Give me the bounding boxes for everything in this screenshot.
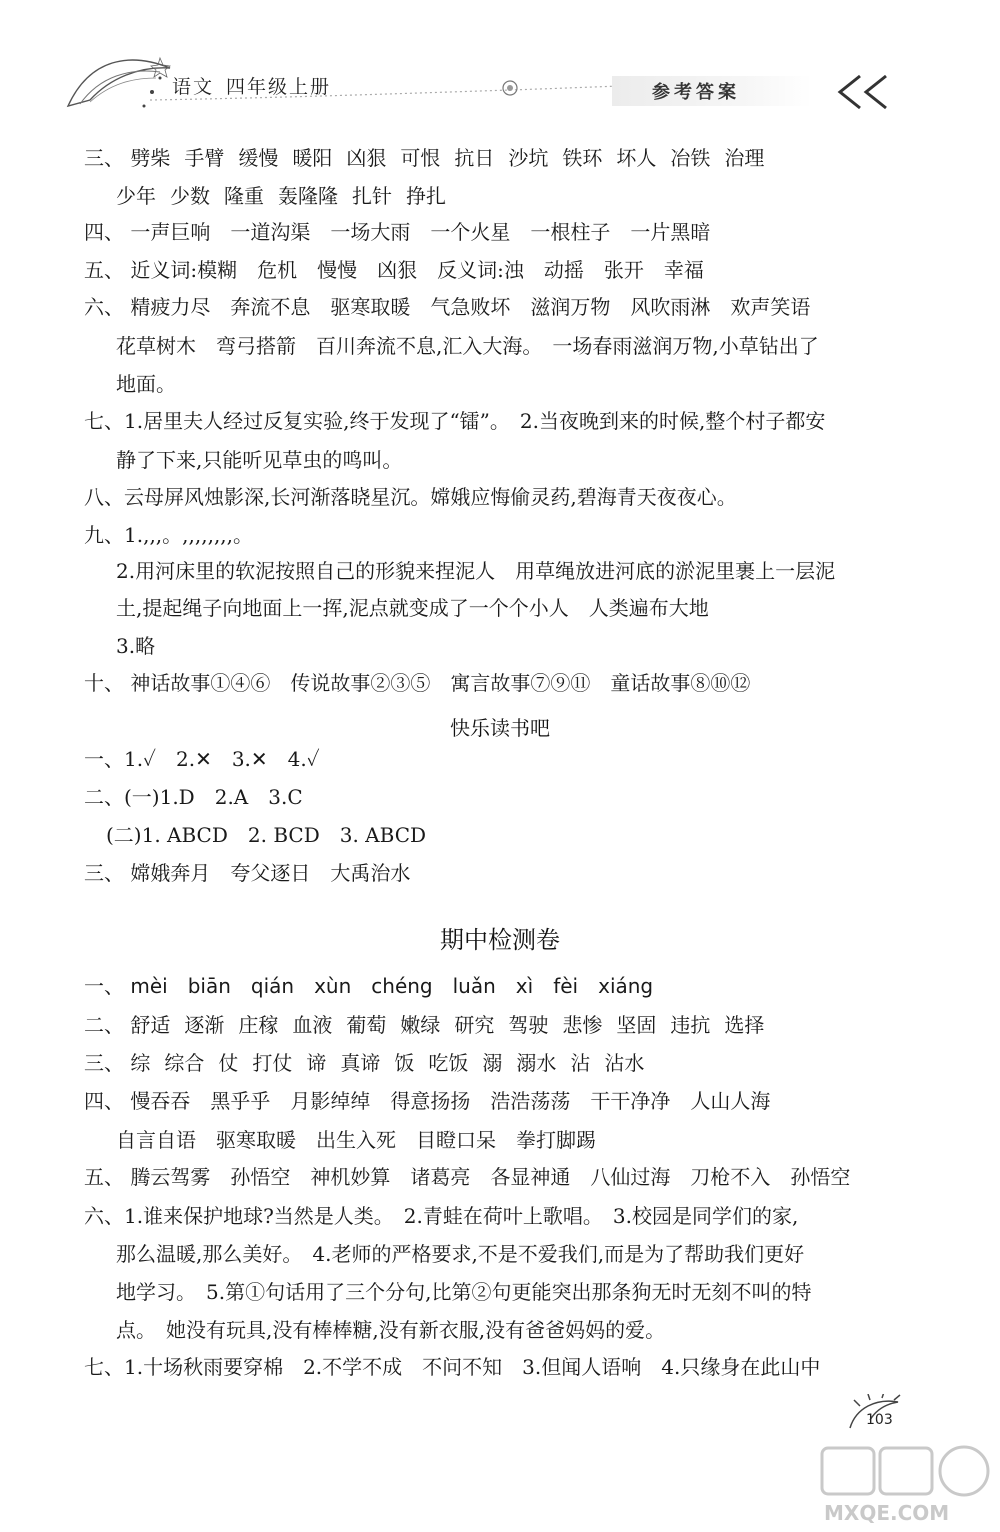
q9-line3: 土,提起绳子向地面上一挥,泥点就变成了一个个小人 人类遍布大地 (116, 596, 709, 620)
midterm-q6-line2: 那么温暖,那么美好。 4.老师的严格要求,不是不爱我们,而是为了帮助我们更好 (116, 1242, 805, 1266)
midterm-q1-line: 一、 mèi biān qián xùn chéng luǎn xì fèi xiáng (84, 974, 654, 998)
midterm-q4-line1: 四、 慢吞吞 黑乎乎 月影绰绰 得意扬扬 浩浩荡荡 干干净净 人山人海 (84, 1089, 771, 1113)
q6-line1: 六、 精疲力尽 奔流不息 驱寒取暖 气急败坏 滋润万物 风吹雨淋 欢声笑语 (84, 295, 811, 319)
midterm-q6-line1: 六、1.谁来保护地球?当然是人类。 2.青蛙在荷叶上歌唱。 3.校园是同学们的家, (84, 1204, 799, 1228)
q6-line2: 花草树木 弯弓搭箭 百川奔流不息,汇入大海。 一场春雨滋润万物,小草钻出了 (116, 334, 819, 358)
watermark-logo (818, 1440, 998, 1528)
q4-line: 四、 一声巨响 一道沟渠 一场大雨 一个火星 一根柱子 一片黑暗 (84, 220, 711, 244)
subject-label: 语文 (172, 76, 215, 98)
svg-text:MXQE.COM: MXQE.COM (824, 1501, 950, 1525)
header-section-band (612, 76, 812, 106)
midterm-q6-line3: 地学习。 5.第①句话用了三个分句,比第②句更能突出那条狗无时无刻不叫的特 (116, 1280, 812, 1304)
midterm-q6-line4: 点。 她没有玩具,没有棒棒糖,没有新衣服,没有爸爸妈妈的爱。 (116, 1318, 666, 1342)
q3-line2: 少年 少数 隆重 轰隆隆 扎针 挣扎 (116, 184, 446, 208)
reading-title: 快乐读书吧 (450, 716, 550, 740)
page-header (0, 0, 1000, 120)
q9-line4: 3.略 (116, 634, 156, 658)
q3-line1: 三、 劈柴 手臂 缓慢 暖阳 凶狠 可恨 抗日 沙坑 铁环 坏人 冶铁 治理 (84, 146, 765, 170)
section-label: 参考答案 (652, 82, 740, 103)
midterm-q4-line2: 自言自语 驱寒取暖 出生入死 目瞪口呆 拳打脚踢 (116, 1128, 596, 1152)
midterm-q7-line: 七、1.十场秋雨要穿棉 2.不学不成 不问不知 3.但闻人语响 4.只缘身在此山中 (84, 1355, 821, 1379)
q9-line1: 九、1.,,,。,,,,,,,,。 (84, 523, 254, 547)
reading-q2-line1: 二、(一)1.D 2.A 3.C (84, 785, 303, 809)
watermark-graphic (818, 1440, 998, 1528)
q5-line: 五、 近义词:模糊 危机 慢慢 凶狠 反义词:浊 动摇 张开 幸福 (84, 258, 704, 282)
midterm-title: 期中检测卷 (440, 926, 560, 954)
reading-q3-line: 三、 嫦娥奔月 夸父逐日 大禹治水 (84, 861, 411, 885)
midterm-q5-line: 五、 腾云驾雾 孙悟空 神机妙算 诸葛亮 各显神通 八仙过海 刀枪不入 孙悟空 (84, 1165, 851, 1189)
page-number: 103 (866, 1412, 893, 1428)
q6-line3: 地面。 (116, 372, 176, 396)
header-divider-ornament (150, 78, 670, 108)
q9-line2: 2.用河床里的软泥按照自己的形貌来捏泥人 用草绳放进河底的淤泥里裹上一层泥 (116, 559, 836, 583)
grade-label: 四年级上册 (226, 76, 332, 98)
q8-line: 八、云母屏风烛影深,长河渐落晓星沉。嫦娥应悔偷灵药,碧海青天夜夜心。 (84, 485, 737, 509)
q7-line1: 七、1.居里夫人经过反复实验,终于发现了“镭”。 2.当夜晚到来的时候,整个村子都安 (84, 409, 826, 433)
double-chevron-left-icon (834, 74, 894, 110)
midterm-q3-line: 三、 综 综合 仗 打仗 谛 真谛 饭 吃饭 溺 溺水 沾 沾水 (84, 1051, 645, 1075)
q7-line2: 静了下来,只能听见草虫的鸣叫。 (116, 448, 403, 472)
q10-line: 十、 神话故事①④⑥ 传说故事②③⑤ 寓言故事⑦⑨⑪ 童话故事⑧⑩⑫ (84, 671, 751, 695)
reading-q1-line: 一、1.✓ 2.✕ 3.✕ 4.✓ (84, 747, 320, 771)
midterm-q2-line: 二、 舒适 逐渐 庄稼 血液 葡萄 嫩绿 研究 驾驶 悲惨 坚固 违抗 选择 (84, 1013, 765, 1037)
reading-q2-line2: (二)1. ABCD 2. BCD 3. ABCD (106, 823, 427, 847)
